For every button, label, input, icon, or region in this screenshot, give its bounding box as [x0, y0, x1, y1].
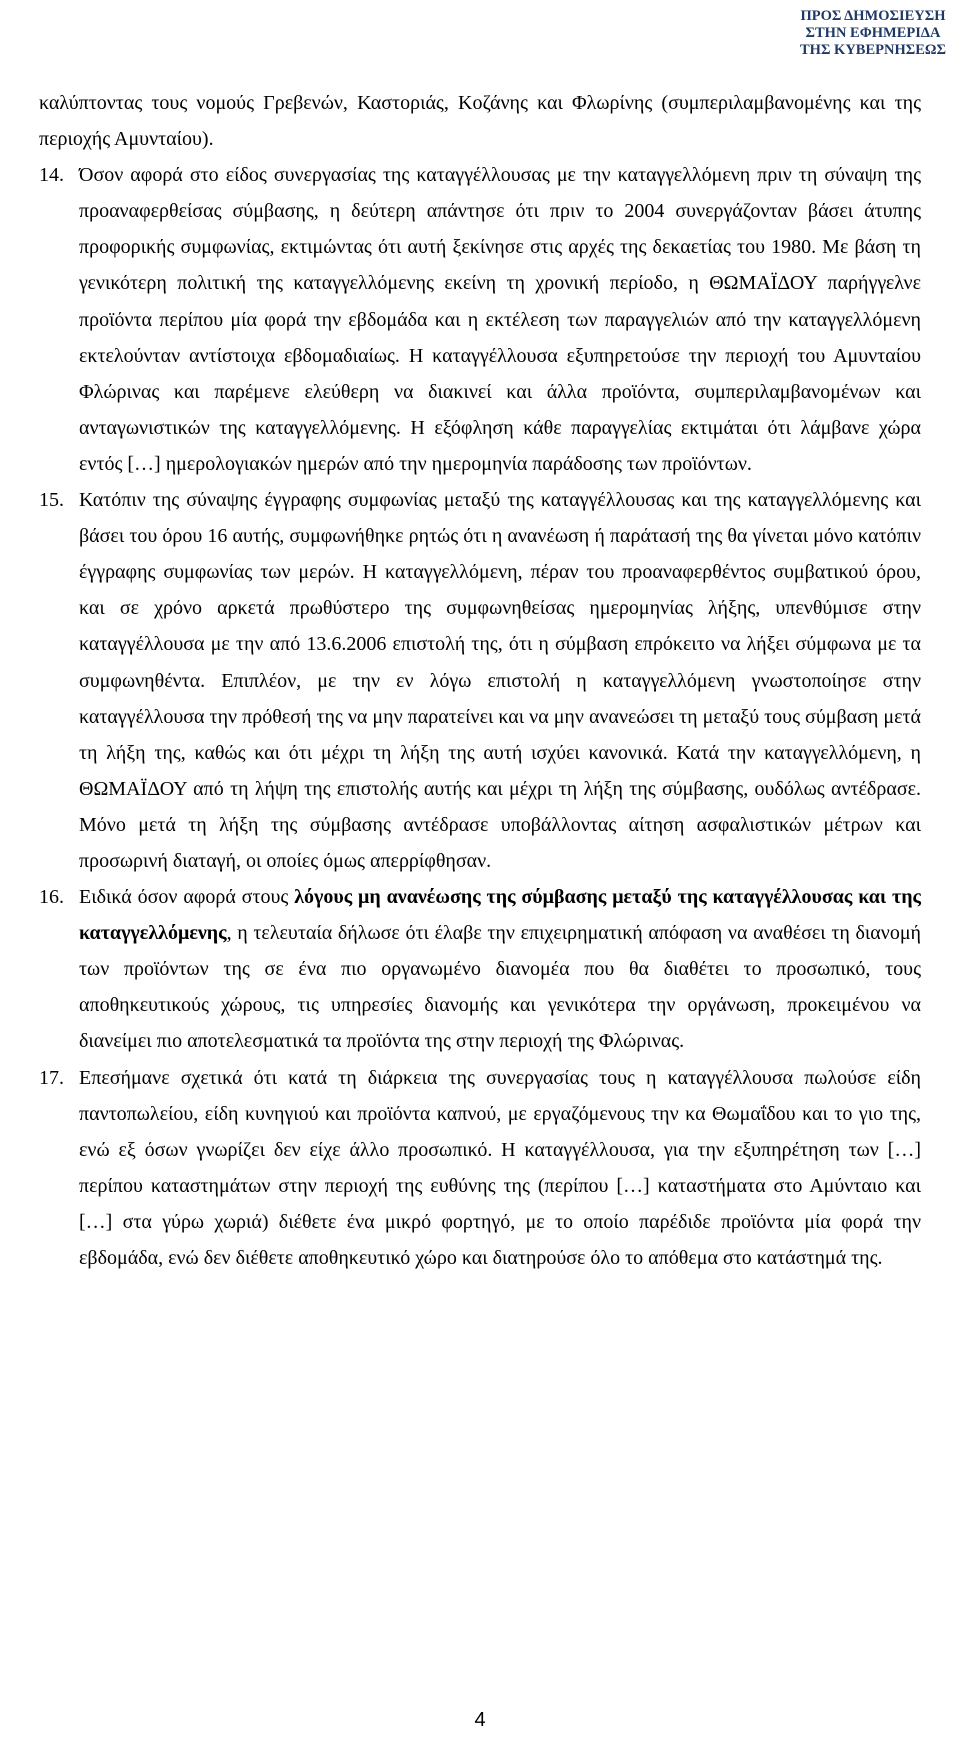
paragraph-number: 16. [39, 886, 64, 909]
publication-header [800, 8, 946, 59]
paragraph-number: 17. [39, 1066, 64, 1089]
paragraph-17 [39, 1060, 921, 1277]
paragraph-15 [39, 482, 921, 879]
page-number: 4 [474, 1709, 486, 1731]
paragraph-text: καλύπτοντας τους νομούς Γρεβενών, Καστοριάς, Κοζάνης και Φλωρίνης (συμπεριλαμβανομένης και της περιοχής Αμυνταίου). [39, 92, 921, 151]
header-line-1: ΠΡΟΣ ΔΗΜΟΣΙΕΥΣΗ [800, 8, 946, 24]
paragraph-bold-text: λόγους μη ανανέωσης της σύμβασης μεταξύ της καταγγέλλουσας και της καταγγελλόμενης [79, 886, 921, 945]
paragraph-text: Ειδικά όσον αφορά στους [79, 886, 295, 909]
paragraph-number: 15. [39, 489, 64, 512]
header-line-2: ΣΤΗΝ ΕΦΗΜΕΡΙΔΑ [805, 25, 941, 41]
paragraph-text: , η τελευταία δήλωσε ότι έλαβε την επιχειρηματική απόφαση να αναθέσει τη διανομή των προϊόντων της σε ένα πιο οργανωμένο διανομέα που θα διαθέτει το προσωπικό, τους αποθηκευτικούς χώρους, τις υπηρεσίες διανομής και γενικότερα την οργάνωση, προκειμένου να διανείμει πιο αποτελεσματικά τα προϊόντα της στην περιοχή της Φλώρινας. [79, 922, 921, 1053]
paragraph-text: Κατόπιν της σύναψης έγγραφης συμφωνίας μεταξύ της καταγγέλλουσας και της καταγγελλόμενης και βάσει του όρου 16 αυτής, συμφωνήθηκε ρητώς ότι η ανανέωση ή παράτασή της θα γίνεται μόνο κατόπιν έγγραφης συμφωνίας των μερών. Η καταγγελλόμενη, πέραν του προαναφερθέντος συμβατικού όρου, και σε χρόνο αρκετά πρωθύστερο της συμφωνηθείσας ημερομηνίας λήξης, υπενθύμισε στην καταγγέλλουσα με την από 13.6.2006 επιστολή της, ότι η σύμβαση επρόκειτο να λήξει σύμφωνα με τα συμφωνηθέντα. Επιπλέον, με την εν λόγω επιστολή η καταγγελλόμενη γνωστοποίησε στην καταγγέλλουσα την πρόθεσή της να μην παρατείνει και να μην ανανεώσει τη μεταξύ τους σύμβαση μετά τη λήξη της, καθώς και ότι μέχρι τη λήξη της αυτή ισχύει κανονικά. Κατά την καταγγελλόμενη, η ΘΩΜΑΪΔΟΥ από τη λήψη της επιστολής αυτής και μέχρι τη λήξη της σύμβασης, ουδόλως αντέδρασε. Μόνο μετά τη λήξη της σύμβασης αντέδρασε υποβάλλοντας αίτηση ασφαλιστικών μέτρων και προσωρινή διαταγή, οι οποίες όμως απερρίφθησαν. [79, 489, 921, 872]
paragraph-text: Όσον αφορά στο είδος συνεργασίας της καταγγέλλουσας με την καταγγελλόμενη πριν τη σύναψη της προαναφερθείσας σύμβασης, η δεύτερη απάντησε ότι πριν το 2004 συνεργάζονταν βάσει άτυπης προφορικής συμφωνίας, εκτιμώντας ότι αυτή ξεκίνησε στις αρχές της δεκαετίας του 1980. Με βάση τη γενικότερη πολιτική της καταγγελλόμενης εκείνη τη χρονική περίοδο, η ΘΩΜΑΪΔΟΥ παρήγγελνε προϊόντα περίπου μία φορά την εβδομάδα και η εκτέλεση των παραγγελιών από την καταγγελλόμενη εκτελούνταν αντίστοιχα εβδομαδιαίως. Η καταγγέλλουσα εξυπηρετούσε την περιοχή του Αμυνταίου Φλώρινας και παρέμενε ελεύθερη να διακινεί και άλλα προϊόντα, συμπεριλαμβανομένων και ανταγωνιστικών της καταγγελλόμενης. Η εξόφληση κάθε παραγγελίας εκτιμάται ότι λάμβανε χώρα εντός […] ημερολογιακών ημερών από την ημερομηνία παράδοσης των προϊόντων. [79, 164, 921, 475]
paragraph-text: Επεσήμανε σχετικά ότι κατά τη διάρκεια της συνεργασίας τους η καταγγέλλουσα πωλούσε είδη παντοπωλείου, είδη κυνηγιού και προϊόντα καπνού, με εργαζόμενους την κα Θωμαΐδου και το γιο της, ενώ εξ όσων γνωρίζει δεν είχε άλλο προσωπικό. Η καταγγέλλουσα, για την εξυπηρέτηση των […] περίπου καταστημάτων στην περιοχή της ευθύνης της (περίπου […] καταστήματα στο Αμύνταιο και […] στα γύρω χωριά) διέθετε ένα μικρό φορτηγό, με το οποίο παρέδιδε προϊόντα μία φορά την εβδομάδα, ενώ δεν διέθετε αποθηκευτικό χώρο και διατηρούσε όλο το απόθεμα στο κατάστημά της. [79, 1066, 921, 1269]
paragraph-16 [39, 879, 921, 1059]
paragraph-number: 14. [39, 164, 64, 187]
paragraph-14 [39, 157, 921, 482]
paragraph-continued [39, 85, 921, 157]
header-line-3: ΤΗΣ ΚΥΒΕΡΝΗΣΕΩΣ [800, 42, 946, 58]
document-body [39, 85, 921, 1276]
